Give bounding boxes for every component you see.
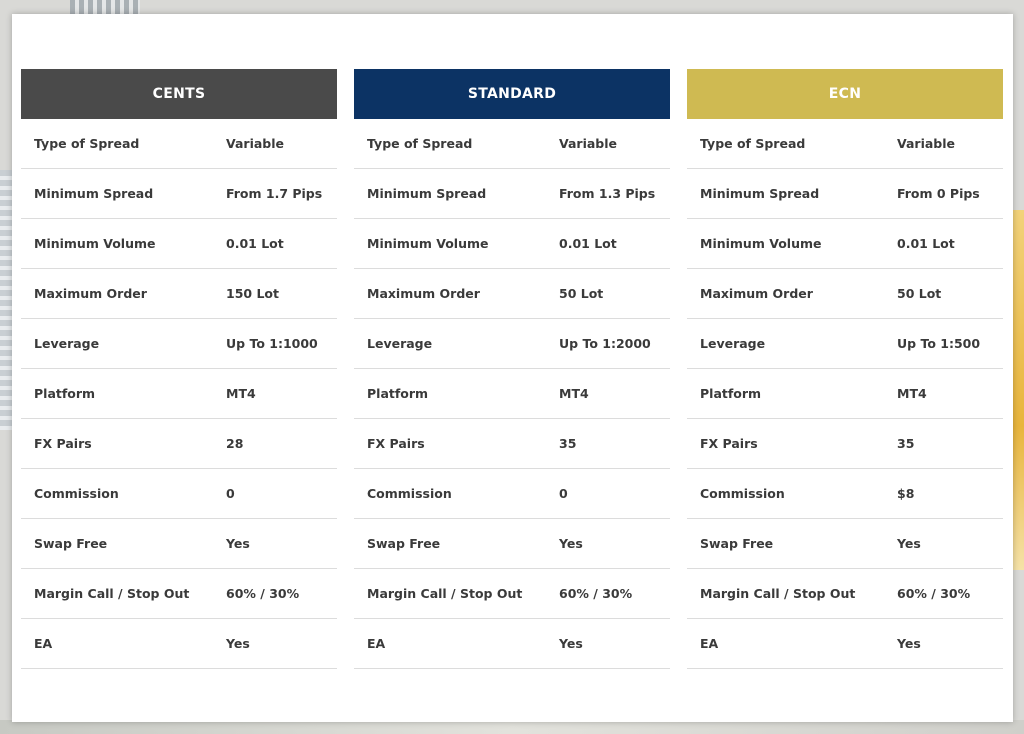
row-value: Yes <box>897 636 921 651</box>
table-row <box>354 119 670 169</box>
table-row <box>687 169 1003 219</box>
row-label: Platform <box>700 386 762 401</box>
row-label: Maximum Order <box>34 286 147 301</box>
row-value: Variable <box>559 136 618 151</box>
row-value: 60% / 30% <box>226 586 300 601</box>
table-row <box>687 369 1003 419</box>
table-row <box>687 269 1003 319</box>
row-label: Commission <box>367 486 452 501</box>
row-value: Yes <box>897 536 921 551</box>
row-label: Swap Free <box>367 536 441 551</box>
row-label: Swap Free <box>700 536 774 551</box>
account-comparison-card <box>12 14 1013 722</box>
row-label: Type of Spread <box>700 136 806 151</box>
row-label: Type of Spread <box>367 136 473 151</box>
table-row <box>354 569 670 619</box>
table-row <box>21 319 337 369</box>
table-row <box>21 569 337 619</box>
row-label: Leverage <box>367 336 433 351</box>
row-value: 28 <box>226 436 244 451</box>
row-value: Yes <box>226 536 250 551</box>
table-row <box>354 319 670 369</box>
plan-rows <box>687 119 1003 669</box>
table-row <box>21 369 337 419</box>
row-label: Maximum Order <box>367 286 480 301</box>
row-label: EA <box>367 636 386 651</box>
row-label: Minimum Volume <box>700 236 822 251</box>
row-label: FX Pairs <box>34 436 92 451</box>
table-row <box>354 369 670 419</box>
table-row <box>687 119 1003 169</box>
row-label: Leverage <box>34 336 100 351</box>
plan-title: CENTS <box>152 86 206 102</box>
background-bottom <box>0 720 1024 734</box>
row-label: Minimum Volume <box>34 236 156 251</box>
plan-column-ecn <box>687 69 1003 669</box>
row-value: 35 <box>897 436 915 451</box>
row-value: 150 Lot <box>226 286 279 301</box>
row-label: Maximum Order <box>700 286 813 301</box>
table-row <box>21 219 337 269</box>
plan-column-cents <box>21 69 337 669</box>
plan-header-cents <box>21 69 337 119</box>
row-label: Type of Spread <box>34 136 140 151</box>
row-label: FX Pairs <box>700 436 758 451</box>
table-row <box>21 419 337 469</box>
table-row <box>687 319 1003 369</box>
plan-rows <box>21 119 337 669</box>
row-label: Minimum Volume <box>367 236 489 251</box>
table-row <box>21 469 337 519</box>
row-value: Yes <box>226 636 250 651</box>
row-value: 0 <box>559 486 568 501</box>
row-label: Minimum Spread <box>700 186 820 201</box>
row-value: 50 Lot <box>559 286 604 301</box>
row-value: Variable <box>226 136 285 151</box>
table-row <box>21 119 337 169</box>
row-value: From 1.3 Pips <box>559 186 656 201</box>
row-value: 50 Lot <box>897 286 942 301</box>
row-value: From 0 Pips <box>897 186 980 201</box>
row-value: 0.01 Lot <box>559 236 617 251</box>
table-row <box>687 519 1003 569</box>
row-label: Platform <box>34 386 96 401</box>
plan-rows <box>354 119 670 669</box>
row-value: Yes <box>559 636 583 651</box>
table-row <box>687 619 1003 669</box>
row-label: Minimum Spread <box>34 186 154 201</box>
table-row <box>354 169 670 219</box>
table-row <box>354 219 670 269</box>
table-row <box>354 519 670 569</box>
table-row <box>354 419 670 469</box>
table-row <box>687 469 1003 519</box>
table-row <box>21 269 337 319</box>
table-row <box>687 569 1003 619</box>
row-value: Variable <box>897 136 956 151</box>
plan-header-standard <box>354 69 670 119</box>
table-row <box>354 619 670 669</box>
row-value: $8 <box>897 486 915 501</box>
row-label: EA <box>700 636 719 651</box>
row-value: Up To 1:500 <box>897 336 981 351</box>
row-value: 35 <box>559 436 577 451</box>
row-label: Commission <box>34 486 119 501</box>
row-value: 0 <box>226 486 235 501</box>
row-label: EA <box>34 636 53 651</box>
row-value: MT4 <box>559 386 589 401</box>
plan-header-ecn <box>687 69 1003 119</box>
table-row <box>354 469 670 519</box>
plan-column-standard <box>354 69 670 669</box>
plan-title: STANDARD <box>467 86 557 102</box>
row-value: MT4 <box>897 386 927 401</box>
row-label: Margin Call / Stop Out <box>34 586 190 601</box>
table-row <box>354 269 670 319</box>
row-label: Margin Call / Stop Out <box>367 586 523 601</box>
row-value: 0.01 Lot <box>897 236 955 251</box>
table-row <box>21 169 337 219</box>
row-label: Leverage <box>700 336 766 351</box>
row-value: From 1.7 Pips <box>226 186 323 201</box>
row-value: 0.01 Lot <box>226 236 284 251</box>
table-row <box>21 519 337 569</box>
row-label: FX Pairs <box>367 436 425 451</box>
row-label: Commission <box>700 486 785 501</box>
table-row <box>21 619 337 669</box>
row-label: Minimum Spread <box>367 186 487 201</box>
row-value: 60% / 30% <box>897 586 971 601</box>
row-value: Yes <box>559 536 583 551</box>
table-row <box>687 219 1003 269</box>
table-row <box>687 419 1003 469</box>
row-value: Up To 1:1000 <box>226 336 318 351</box>
row-value: MT4 <box>226 386 256 401</box>
row-label: Margin Call / Stop Out <box>700 586 856 601</box>
row-label: Platform <box>367 386 429 401</box>
plan-title: ECN <box>828 86 862 102</box>
row-value: Up To 1:2000 <box>559 336 651 351</box>
row-label: Swap Free <box>34 536 108 551</box>
row-value: 60% / 30% <box>559 586 633 601</box>
